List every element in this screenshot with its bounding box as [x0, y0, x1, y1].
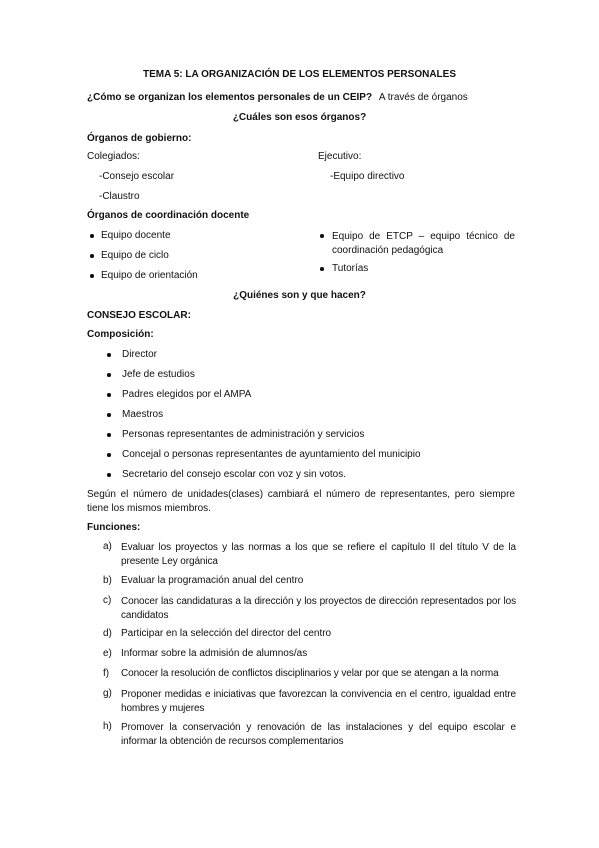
question-organization-answer: A través de órganos	[378, 92, 468, 103]
label-ejecutivo: Ejecutivo:	[318, 151, 362, 162]
funcion-letter: c)	[103, 595, 112, 606]
composicion-item: Jefe de estudios	[122, 369, 195, 380]
coordinacion-item: Equipo docente	[101, 230, 171, 241]
bullet-icon	[107, 413, 111, 417]
heading-composicion: Composición:	[87, 329, 154, 340]
composicion-item: Director	[122, 349, 158, 360]
bullet-icon	[107, 373, 111, 377]
funcion-letter: f)	[103, 668, 110, 679]
funcion-text: Conocer las candidaturas a la dirección y los proyectos de dirección representados por los candidatos	[121, 596, 516, 621]
question-who: ¿Quiénes son y que hacen?	[233, 290, 366, 301]
funcion-text: Proponer medidas e iniciativas que favorezcan la convivencia en el centro, igualdad entre hombres y mujeres	[121, 689, 516, 714]
composicion-item: Secretario del consejo escolar con voz y sin votos.	[122, 469, 346, 480]
colegiado-item: -Consejo escolar	[99, 171, 175, 182]
funcion-letter: e)	[103, 648, 112, 659]
heading-coordinacion: Órganos de coordinación docente	[87, 210, 250, 221]
composicion-item: Concejal o personas representantes de ayuntamiento del municipio	[122, 449, 421, 460]
heading-consejo-escolar: CONSEJO ESCOLAR:	[87, 310, 191, 321]
funcion-text: Informar sobre la admisión de alumnos/as	[121, 648, 308, 659]
coordinacion-item: Equipo de orientación	[101, 270, 198, 281]
ejecutivo-item: -Equipo directivo	[330, 171, 405, 182]
bullet-icon	[90, 254, 94, 258]
bullet-icon	[320, 267, 324, 271]
funcion-letter: b)	[103, 575, 112, 586]
composicion-item: Personas representantes de administración y servicios	[122, 429, 365, 440]
question-organization	[87, 92, 468, 105]
composicion-item: Maestros	[122, 409, 164, 420]
funcion-letter: a)	[103, 541, 112, 552]
bullet-icon	[107, 353, 111, 357]
bullet-icon	[107, 433, 111, 437]
colegiado-item: -Claustro	[99, 191, 140, 202]
funcion-text: Evaluar la programación anual del centro	[121, 575, 304, 586]
coordinacion-item: Tutorías	[332, 263, 369, 274]
coordinacion-item: Equipo de ETCP – equipo técnico de coordinación pedagógica	[332, 231, 515, 256]
heading-funciones: Funciones:	[87, 522, 141, 533]
question-which-organs: ¿Cuáles son esos órganos?	[232, 112, 367, 123]
question-organization-bold: ¿Cómo se organizan los elementos personales de un CEIP?	[87, 92, 373, 103]
consejo-note: Según el número de unidades(clases) cambiará el número de representantes, pero siempre tiene los mismos miembros.	[87, 489, 515, 514]
label-colegiados: Colegiados:	[87, 151, 140, 162]
funcion-text: Participar en la selección del director del centro	[121, 628, 332, 639]
coordinacion-item: Equipo de ciclo	[101, 250, 169, 261]
funcion-letter: h)	[103, 721, 112, 732]
document-title: TEMA 5: LA ORGANIZACIÓN DE LOS ELEMENTOS PERSONALES	[143, 69, 456, 80]
bullet-icon	[320, 234, 324, 238]
bullet-icon	[107, 393, 111, 397]
bullet-icon	[107, 453, 111, 457]
funcion-letter: g)	[103, 688, 112, 699]
funcion-text: Promover la conservación y renovación de las instalaciones y del equipo escolar e informar la obtención de recursos complementarios	[121, 722, 516, 747]
funcion-text: Conocer la resolución de conflictos disciplinarios y velar por que se atengan a la norma	[121, 668, 499, 679]
bullet-icon	[107, 473, 111, 477]
composicion-item: Padres elegidos por el AMPA	[122, 389, 252, 400]
bullet-icon	[90, 274, 94, 278]
bullet-icon	[90, 234, 94, 238]
heading-gobierno: Órganos de gobierno:	[87, 133, 192, 144]
funcion-letter: d)	[103, 628, 112, 639]
funcion-text: Evaluar los proyectos y las normas a los que se refiere el capítulo II del título V de la presente Ley orgánica	[121, 542, 516, 567]
